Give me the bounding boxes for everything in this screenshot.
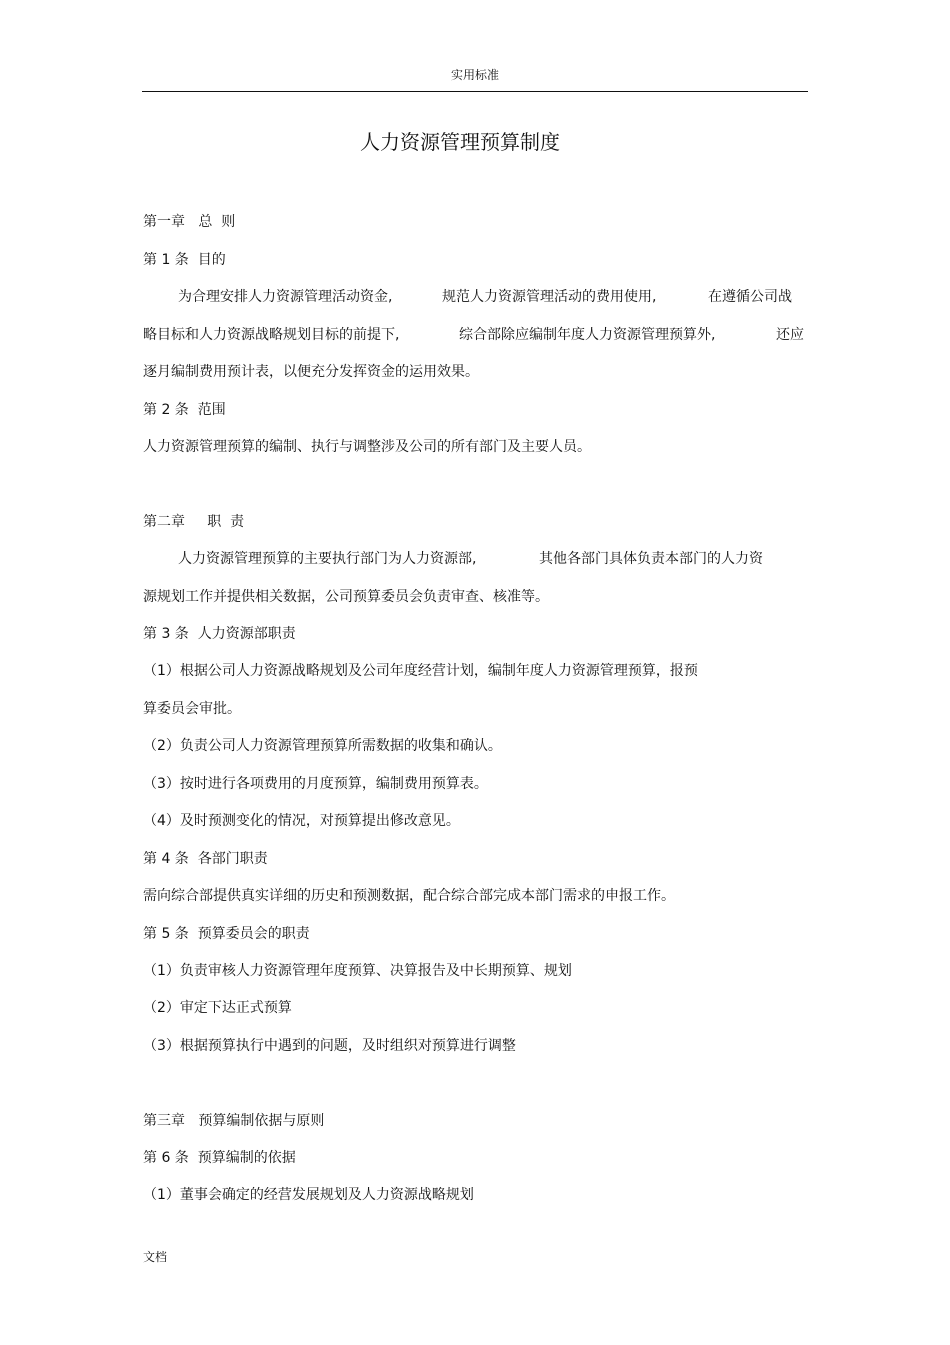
list-item: （1）负责审核人力资源管理年度预算、决算报告及中长期预算、规划 (143, 963, 572, 979)
header-divider (142, 91, 808, 92)
list-item-continued: 算委员会审批。 (143, 701, 241, 717)
chapter-2-heading: 第二章 职 责 (143, 514, 245, 530)
article-1-paragraph-line: 逐月编制费用预计表，以便充分发挥资金的运用效果。 (143, 364, 479, 380)
chapter-1-heading: 第一章 总 则 (143, 214, 236, 230)
article-1-paragraph-line: 为合理安排人力资源管理活动资金, (178, 289, 393, 305)
article-1-paragraph-line: 略目标和人力资源战略规划目标的前提下, (143, 327, 400, 343)
article-6-heading: 第 6 条 预算编制的依据 (143, 1150, 296, 1166)
chapter-2-paragraph-line: 源规划工作并提供相关数据，公司预算委员会负责审查、核准等。 (143, 589, 549, 605)
page-header: 实用标准 (450, 68, 499, 82)
article-1-paragraph-line: 在遵循公司战 (708, 289, 792, 305)
chapter-2-paragraph-line: 其他各部门具体负责本部门的人力资 (539, 551, 763, 567)
list-item: （2）负责公司人力资源管理预算所需数据的收集和确认。 (143, 738, 502, 754)
article-1-paragraph-line: 规范人力资源管理活动的费用使用, (442, 289, 657, 305)
list-item: （3）按时进行各项费用的月度预算，编制费用预算表。 (143, 776, 488, 792)
article-1-paragraph-line: 综合部除应编制年度人力资源管理预算外, (459, 327, 716, 343)
chapter-3-heading: 第三章 预算编制依据与原则 (143, 1113, 325, 1129)
article-1-paragraph-line: 还应 (776, 327, 804, 343)
article-4-paragraph: 需向综合部提供真实详细的历史和预测数据，配合综合部完成本部门需求的申报工作。 (143, 888, 675, 904)
document-title: 人力资源管理预算制度 (360, 130, 560, 154)
list-item: （1）根据公司人力资源战略规划及公司年度经营计划，编制年度人力资源管理预算，报预 (143, 663, 698, 679)
article-4-heading: 第 4 条 各部门职责 (143, 851, 268, 867)
list-item: （2）审定下达正式预算 (143, 1000, 292, 1016)
list-item: （4）及时预测变化的情况，对预算提出修改意见。 (143, 813, 460, 829)
list-item: （3）根据预算执行中遇到的问题，及时组织对预算进行调整 (143, 1038, 516, 1054)
article-1-heading: 第 1 条 目的 (143, 252, 226, 268)
article-2-heading: 第 2 条 范围 (143, 402, 226, 418)
page-footer: 文档 (143, 1250, 168, 1264)
article-5-heading: 第 5 条 预算委员会的职责 (143, 926, 310, 942)
list-item: （1）董事会确定的经营发展规划及人力资源战略规划 (143, 1187, 474, 1203)
article-3-heading: 第 3 条 人力资源部职责 (143, 626, 296, 642)
article-2-paragraph: 人力资源管理预算的编制、执行与调整涉及公司的所有部门及主要人员。 (143, 439, 591, 455)
chapter-2-paragraph-line: 人力资源管理预算的主要执行部门为人力资源部, (178, 551, 477, 567)
